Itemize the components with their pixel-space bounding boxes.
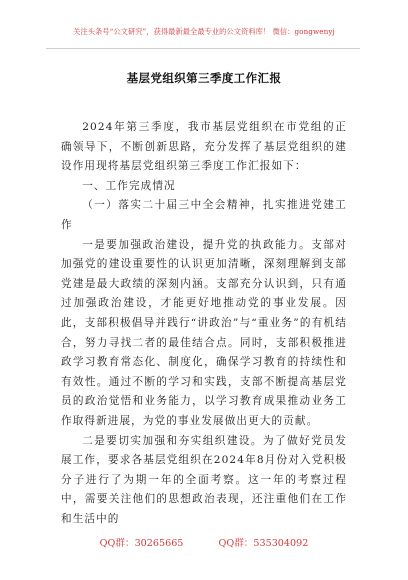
qq-group-2: QQ群：535304092 <box>218 538 309 549</box>
section-heading: 一、工作完成情况 <box>82 179 176 192</box>
document-title: 基层党组织第三季度工作汇报 <box>126 71 282 85</box>
qq-group-1: QQ群：30265665 <box>99 538 184 549</box>
intro-paragraph: 2024年第三季度，我市基层党组织在市党组的正确领导下，不断创新思路，充分发挥了基层党组织的建设作用现将基层党组织第三季度工作汇报如下： <box>61 121 347 173</box>
promo-banner: 关注头条号“公文研究”，获得最新最全最专业的公文资料库！ 微信：gongwenyj <box>73 27 335 36</box>
body-paragraph: 一是要加强政治建设，提升党的执政能力。支部对加强党的建设重要性的认识更加清晰，深刻理解到支部党建是最大政绩的深刻内涵。支部充分认识到，只有通过加强政治建设，才能更好地推动党的事业发展。因此，支部积极倡导并践行“讲政治”与“重业务”的有机结合，努力寻找二者的最佳结合点。同时，支部积极推进政学习教育常态化、制度化，确保学习教育的持续性和有效性。通过不断的学习和实践，支部不断提高基层党员的政治觉悟和业务能力，以学习教育成果推动业务工作取得新进展，为党的事业发展做出更大的贡献。 <box>61 238 347 427</box>
body-paragraph: 二是要切实加强和夯实组织建设。为了做好党员发展工作，要求各基层党组织在2024年8月份对入党积极分子进行了为期一年的全面考察。这一年的考察过程中，需要关注他们的思想政治表现，还注重他们在工作和生活中的 <box>61 434 347 525</box>
qq-footer <box>0 535 408 549</box>
subsection-heading: （一）落实二十届三中全会精神，扎实推进党建工作 <box>61 199 347 231</box>
header-divider <box>46 48 360 49</box>
document-body <box>61 118 347 529</box>
